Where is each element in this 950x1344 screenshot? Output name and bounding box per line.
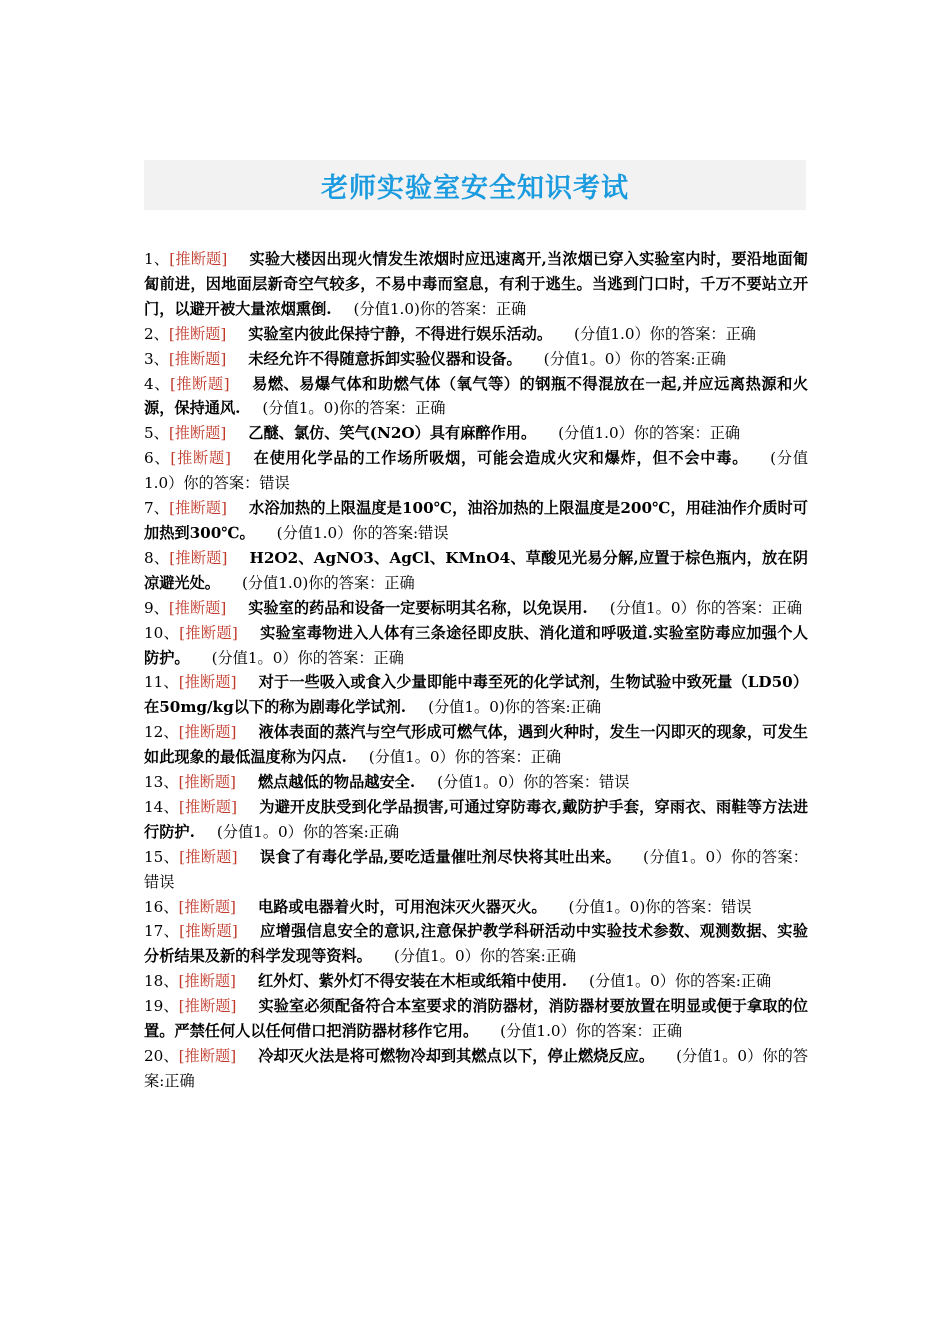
question-type-tag: [推断题]: [168, 349, 227, 368]
question-number: 1、: [144, 250, 170, 268]
question-item: [144, 421, 808, 446]
question-type-tag: [推断题]: [178, 797, 238, 816]
question-number: 13、: [144, 773, 179, 792]
question-score-answer: (分值1.0）你的答案：正确: [574, 324, 756, 343]
question-stem: 实验室必须配备符合本室要求的消防器材，消防器材要放置在明显或便于拿取的位置。严禁任何人以任何借口把消防器材移作它用。: [144, 997, 808, 1041]
question-number: 10、: [144, 623, 180, 642]
question-type-tag: [推断题]: [169, 548, 228, 567]
question-stem: 燃点越低的物品越安全.: [257, 773, 416, 792]
question-score-answer: (分值1.0）你的答案：正确: [500, 1022, 683, 1041]
question-item: [144, 770, 808, 795]
question-type-tag: [推断题]: [179, 623, 238, 642]
question-number: 3、: [144, 349, 169, 368]
question-score-answer: (分值1。0）你的答案:正确: [543, 349, 726, 368]
question-item: [144, 670, 808, 720]
question-score-answer: (分值1。0)你的答案:正确: [428, 698, 602, 717]
question-score-answer: (分值1。0）你的答案:正确: [588, 972, 772, 991]
title-band: [144, 160, 806, 210]
question-score-answer: (分值1.0）你的答案：正确: [558, 424, 741, 443]
question-stem: 实验大楼因出现火情发生浓烟时应迅速离开,当浓烟已穿入实验室内时，要沿地面匍匐前进，因地面层新奇空气较多，不易中毒而窒息，有利于逃生。当逃到门口时，千万不要站立开门，以避开被大量浓烟熏倒.: [144, 250, 808, 318]
question-score-answer: (分值1。0）你的答案：错误: [437, 773, 630, 792]
question-score-answer: (分值1.0)你的答案：正确: [353, 299, 527, 318]
question-stem: 水浴加热的上限温度是100℃，油浴加热的上限温度是200℃，用硅油作介质时可加热到300℃。: [144, 499, 808, 542]
question-score-answer: (分值1。0）你的答案：错误: [144, 847, 808, 891]
question-number: 20、: [144, 1047, 179, 1065]
question-item: [144, 446, 808, 496]
question-stem: 误食了有毒化学品,要吃适量催吐剂尽快将其吐出来。: [259, 847, 622, 866]
question-type-tag: [推断题]: [168, 598, 227, 617]
question-stem: 液体表面的蒸汽与空气形成可燃气体，遇到火种时，发生一闪即灭的现象，可发生如此现象的最低温度称为闪点.: [144, 723, 808, 767]
question-score-answer: (分值1。0）你的答案：正确: [211, 648, 404, 667]
question-score-answer: (分值1。0）你的答案：正确: [609, 598, 803, 617]
question-score-answer: (分值1。0）你的答案:正确: [216, 822, 400, 841]
question-number: 5、: [144, 424, 169, 443]
question-score-answer: (分值1。0）你的答案:正确: [393, 947, 577, 966]
question-number: 14、: [144, 797, 179, 816]
question-item: [144, 895, 808, 920]
question-type-tag: [推断题]: [169, 250, 228, 268]
question-item: [144, 621, 808, 671]
question-number: 17、: [144, 922, 180, 941]
question-number: 9、: [144, 598, 169, 617]
question-stem: 红外灯、紫外灯不得安装在木柜或纸箱中使用.: [257, 972, 567, 991]
question-type-tag: [推断题]: [178, 673, 237, 692]
question-item: [144, 372, 808, 422]
question-item: [144, 496, 808, 546]
question-number: 4、: [144, 374, 170, 393]
question-item: [144, 596, 808, 621]
question-stem: 在使用化学品的工作场所吸烟，可能会造成火灾和爆炸，但不会中毒。: [252, 449, 749, 468]
question-stem: 乙醚、氯仿、笑气(N2O）具有麻醉作用。: [248, 424, 537, 443]
question-number: 7、: [144, 499, 170, 518]
question-item: [144, 845, 808, 895]
question-type-tag: [推断题]: [168, 424, 227, 443]
question-number: 15、: [144, 847, 180, 866]
question-number: 11、: [144, 673, 179, 692]
question-list: [144, 247, 808, 1094]
question-stem: 对于一些吸入或食入少量即能中毒至死的化学试剂，生物试验中致死量（LD50）在50mg/kg以下的称为剧毒化学试剂.: [144, 673, 809, 717]
question-number: 16、: [144, 897, 179, 916]
question-stem: H2O2、AgNO3、AgCl、KMnO4、草酸见光易分解,应置于棕色瓶内，放在阴凉避光处。: [144, 548, 808, 592]
question-stem: 冷却灭火法是将可燃物冷却到其燃点以下，停止燃烧反应。: [258, 1047, 655, 1065]
question-score-answer: (分值1.0）你的答案:错误: [276, 523, 449, 542]
question-type-tag: [推断题]: [178, 972, 236, 991]
question-number: 2、: [144, 324, 169, 343]
question-item: [144, 795, 808, 845]
question-score-answer: (分值1。0)你的答案：正确: [262, 399, 446, 418]
question-item: [144, 720, 808, 770]
question-type-tag: [推断题]: [178, 997, 237, 1016]
question-type-tag: [推断题]: [168, 324, 227, 343]
question-type-tag: [推断题]: [170, 449, 231, 468]
question-item: [144, 247, 808, 322]
question-item: [144, 1044, 808, 1094]
question-stem: 易燃、易爆气体和助燃气体（氧气等）的钢瓶不得混放在一起,并应远离热源和火源，保持通风.: [144, 374, 808, 418]
question-item: [144, 546, 808, 596]
question-type-tag: [推断题]: [179, 922, 238, 941]
question-type-tag: [推断题]: [178, 773, 236, 792]
question-number: 8、: [144, 548, 170, 567]
question-type-tag: [推断题]: [179, 847, 238, 866]
question-stem: 实验室毒物进入人体有三条途径即皮肤、消化道和呼吸道.实验室防毒应加强个人防护。: [144, 623, 808, 667]
question-type-tag: [推断题]: [178, 1047, 237, 1065]
question-stem: 实验室内彼此保持宁静，不得进行娱乐活动。: [248, 324, 553, 343]
document-title: 老师实验室安全知识考试: [321, 172, 629, 204]
question-stem: 实验室的药品和设备一定要标明其名称，以免误用.: [248, 598, 588, 617]
question-item: [144, 994, 808, 1044]
question-type-tag: [推断题]: [178, 723, 237, 742]
question-score-answer: (分值1。0)你的答案：错误: [568, 897, 752, 916]
question-number: 19、: [144, 997, 179, 1016]
question-number: 6、: [144, 449, 171, 468]
question-stem: 电路或电器着火时，可用泡沫灭火器灭火。: [257, 897, 547, 916]
question-number: 12、: [144, 723, 179, 742]
question-score-answer: (分值1。0）你的答案:正确: [144, 1047, 809, 1090]
question-item: [144, 969, 808, 994]
question-number: 18、: [144, 972, 179, 991]
question-type-tag: [推断题]: [178, 897, 236, 916]
question-item: [144, 919, 808, 969]
question-type-tag: [推断题]: [169, 499, 227, 518]
question-score-answer: (分值1.0）你的答案：错误: [144, 449, 809, 493]
question-item: [144, 322, 808, 347]
question-type-tag: [推断题]: [169, 374, 230, 393]
question-stem: 未经允许不得随意拆卸实验仪器和设备。: [248, 349, 522, 368]
question-item: [144, 347, 808, 372]
question-score-answer: (分值1。0）你的答案：正确: [368, 748, 562, 767]
question-stem: 应增强信息安全的意识,注意保护教学科研活动中实验技术参数、观测数据、实验分析结果及新的科学发现等资料。: [144, 922, 808, 966]
question-score-answer: (分值1.0)你的答案：正确: [241, 573, 415, 592]
question-stem: 为避开皮肤受到化学品损害,可通过穿防毒衣,戴防护手套，穿雨衣、雨鞋等方法进行防护.: [144, 797, 809, 841]
